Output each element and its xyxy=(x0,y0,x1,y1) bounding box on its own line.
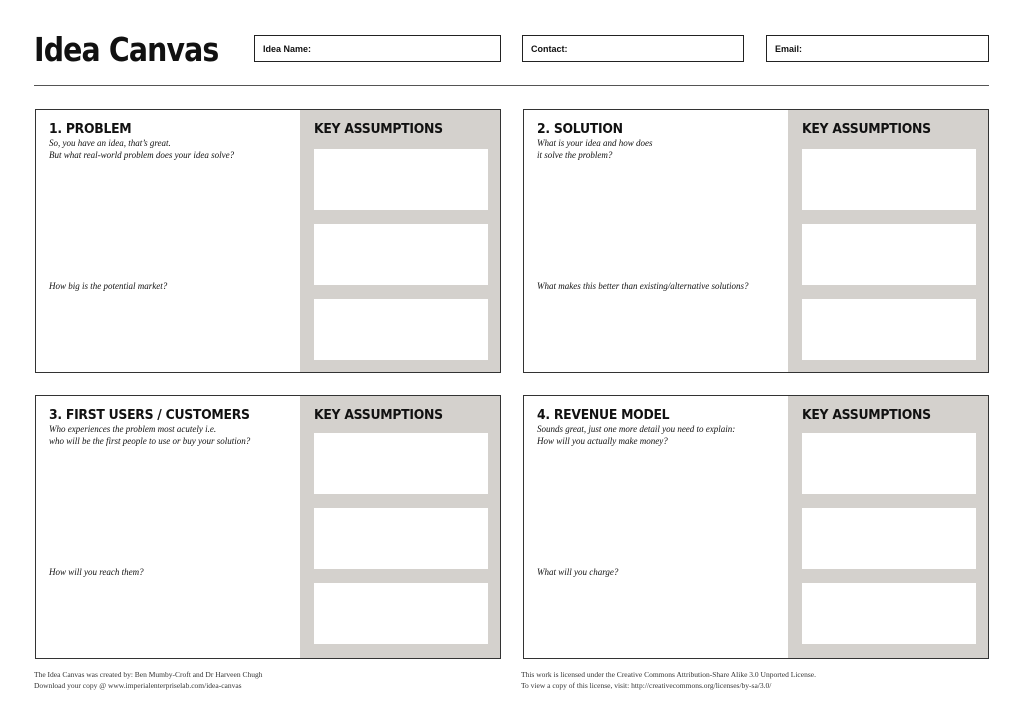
assumption-box[interactable] xyxy=(802,299,976,360)
download-line: Download your copy @ www.imperialenterpriselab.com/idea-canvas xyxy=(34,681,242,690)
first-users-title: 3. FIRST USERS / CUSTOMERS xyxy=(49,407,250,423)
revenue-model-question: What will you charge? xyxy=(537,567,619,577)
idea-name-field[interactable] xyxy=(254,35,501,62)
first-users-panel xyxy=(35,395,501,659)
assumption-box[interactable] xyxy=(802,224,976,285)
solution-description: What is your idea and how does it solve the problem? xyxy=(537,138,653,160)
revenue-model-key-assumptions xyxy=(788,396,988,658)
key-assumptions-title: KEY ASSUMPTIONS xyxy=(802,407,931,423)
assumption-box[interactable] xyxy=(314,149,488,210)
problem-panel xyxy=(35,109,501,373)
assumption-box[interactable] xyxy=(802,508,976,569)
key-assumptions-title: KEY ASSUMPTIONS xyxy=(802,121,931,137)
solution-question: What makes this better than existing/alternative solutions? xyxy=(537,281,749,291)
assumption-box[interactable] xyxy=(314,583,488,644)
email-label: Email: xyxy=(775,44,803,54)
assumption-box[interactable] xyxy=(802,149,976,210)
solution-panel xyxy=(523,109,989,373)
first-users-description: Who experiences the problem most acutely i.e. who will be the first people to use or buy your solution? xyxy=(49,424,251,446)
credit-line: The Idea Canvas was created by: Ben Mumby-Croft and Dr Harveen Chugh xyxy=(34,670,263,679)
problem-description: So, you have an idea, that’s great. But what real-world problem does your idea solve? xyxy=(49,138,235,160)
solution-key-assumptions xyxy=(788,110,988,372)
problem-title: 1. PROBLEM xyxy=(49,121,132,137)
license-footer xyxy=(521,669,816,691)
solution-section[interactable] xyxy=(524,110,787,372)
idea-name-label: Idea Name: xyxy=(263,44,312,54)
credit-footer xyxy=(34,669,262,691)
email-field[interactable] xyxy=(766,35,989,62)
key-assumptions-title: KEY ASSUMPTIONS xyxy=(314,407,443,423)
assumption-box[interactable] xyxy=(314,508,488,569)
header-divider xyxy=(34,85,989,86)
assumption-box[interactable] xyxy=(314,433,488,494)
license-url-line: To view a copy of this license, visit: http://creativecommons.org/licenses/by-sa/3.0/ xyxy=(521,681,772,690)
contact-label: Contact: xyxy=(531,44,568,54)
revenue-model-section[interactable] xyxy=(524,396,787,658)
contact-field[interactable] xyxy=(522,35,744,62)
key-assumptions-title: KEY ASSUMPTIONS xyxy=(314,121,443,137)
revenue-model-panel xyxy=(523,395,989,659)
first-users-key-assumptions xyxy=(300,396,500,658)
assumption-box[interactable] xyxy=(314,224,488,285)
license-line: This work is licensed under the Creative Commons Attribution-Share Alike 3.0 Unported License. xyxy=(521,670,816,679)
assumption-box[interactable] xyxy=(802,583,976,644)
revenue-model-description: Sounds great, just one more detail you need to explain: How will you actually make money? xyxy=(537,424,736,446)
page-title: Idea Canvas xyxy=(34,30,219,69)
revenue-model-title: 4. REVENUE MODEL xyxy=(537,407,670,423)
solution-title: 2. SOLUTION xyxy=(537,121,623,137)
first-users-section[interactable] xyxy=(36,396,299,658)
assumption-box[interactable] xyxy=(802,433,976,494)
assumption-box[interactable] xyxy=(314,299,488,360)
problem-key-assumptions xyxy=(300,110,500,372)
first-users-question: How will you reach them? xyxy=(49,567,144,577)
problem-section[interactable] xyxy=(36,110,299,372)
problem-question: How big is the potential market? xyxy=(49,281,168,291)
